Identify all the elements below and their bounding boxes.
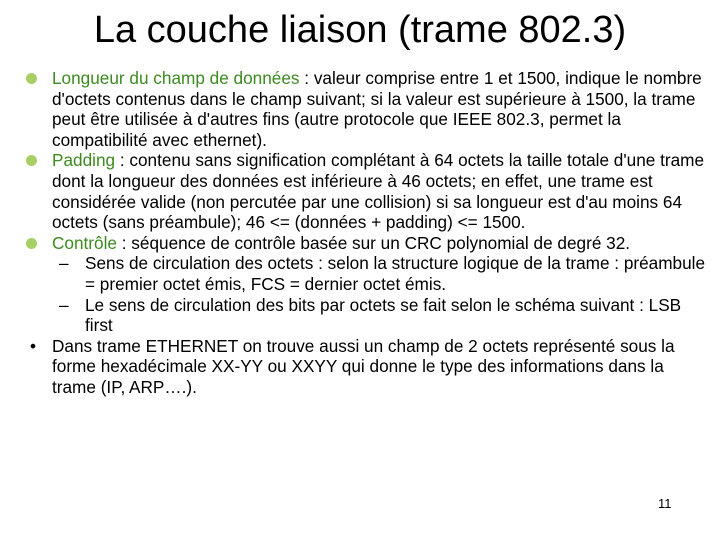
- sub-bullet-text: Sens de circulation des octets : selon la structure logique de la trame : préambule = premier octet émis, FCS = dernier octet émis.: [85, 253, 706, 294]
- slide-title: La couche liaison (trame 802.3): [93, 9, 627, 51]
- small-bullet-icon: •: [30, 335, 37, 356]
- bullet-label: Padding: [52, 150, 116, 171]
- sub-bullet-text: Le sens de circulation des bits par octets se fait selon le schéma suivant : LSB first: [85, 294, 682, 336]
- bullet-label: Longueur du champ de données: [52, 68, 300, 88]
- bullet-text: : contenu sans signification complétant à 64 octets la taille totale d'une trame dont la longueur des données est inférieure à 46 octets; en effet, une trame est considérée valide (non percutée par une collision) si sa longueur est d'au moins 64 octets (sans préambule); 46 <= (données + padding) <= 1500.: [52, 150, 705, 233]
- bullet-item-padding: [22, 150, 708, 232]
- sub-bullet-item: [22, 253, 708, 294]
- dash-bullet-icon: –: [59, 253, 69, 274]
- bullet-text: : séquence de contrôle basée sur un CRC polynomial de degré 32.: [116, 232, 631, 253]
- bullet-text: : valeur comprise entre 1 et 1500, indique le nombre d'octets contenus dans le champ suivant; si la valeur est supérieure à 1500, la trame peut être utilisée à d'autres fins (autre protocole que IEEE 802.3, permet la compatibilité avec ethernet).: [52, 68, 702, 150]
- bullet-item-length: [22, 68, 708, 150]
- bullet-label: Contrôle: [52, 232, 117, 253]
- bullet-item-ethernet-type: [22, 336, 708, 398]
- bullet-item-control: [22, 233, 708, 254]
- bullet-dot-icon: [26, 73, 37, 84]
- bullet-dot-icon: [26, 155, 37, 166]
- slide-content: [22, 68, 708, 398]
- bullet-text: Dans trame ETHERNET on trouve aussi un champ de 2 octets représenté sous la forme hexadécimale XX-YY ou XXYY qui donne le type des informations dans la trame (IP, ARP….).: [52, 335, 675, 397]
- slide-number: 11: [658, 496, 672, 511]
- dash-bullet-icon: –: [59, 294, 69, 315]
- bullet-dot-icon: [26, 238, 37, 249]
- sub-bullet-item: [22, 295, 708, 336]
